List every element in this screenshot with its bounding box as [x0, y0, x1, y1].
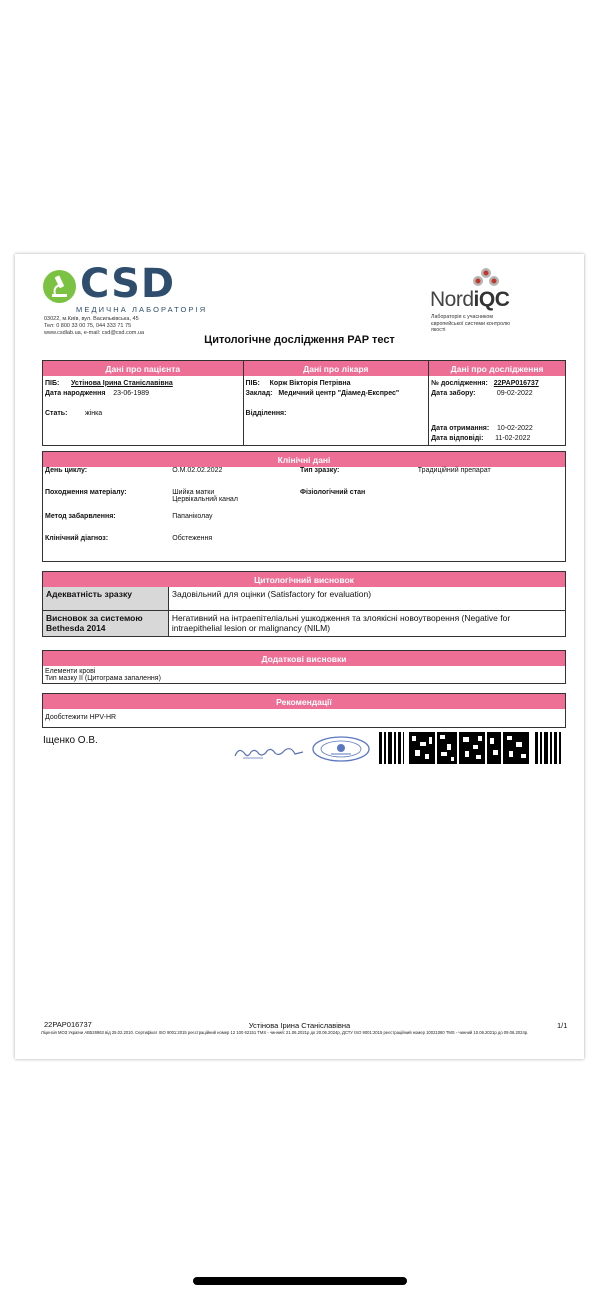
diagnosis-value: Обстеження — [172, 535, 213, 542]
signature-icon — [233, 742, 305, 767]
info-table — [42, 360, 566, 446]
footer-page-number: 1/1 — [557, 1021, 568, 1030]
bethesda-label: Висновок за системою Bethesda 2014 — [43, 610, 169, 636]
study-number-label: № дослідження: — [431, 379, 488, 387]
additional-line-2: Тип мазку II (Цитограма запалення) — [45, 675, 161, 682]
sample-type-value: Традиційний препарат — [417, 467, 491, 474]
study-number: 22PAP016737 — [493, 379, 539, 387]
logo-subtitle: МЕДИЧНА ЛАБОРАТОРІЯ — [76, 305, 208, 314]
received-value: 10-02-2022 — [497, 425, 533, 432]
origin-value-2: Цервікальний канал — [172, 496, 238, 503]
dob-label: Дата народження — [45, 390, 106, 397]
phys-state-label: Фізіологічний стан — [300, 489, 366, 496]
sample-type-label: Тип зразку: — [300, 467, 340, 474]
footer-patient-name: Устінова Ірина Станіславівна — [248, 1021, 351, 1030]
lab-stamp-icon — [311, 735, 371, 768]
page-title: Цитологічне дослідження PAP тест — [204, 334, 395, 346]
web-line: www.csdlab.ua, e-mail: csd@csd.com.ua — [44, 330, 145, 336]
received-label: Дата отримання: — [431, 425, 490, 432]
doctor-name: Корж Вікторія Петрівна — [269, 379, 351, 387]
study-heading: Дані про дослідження — [429, 361, 566, 377]
report-page — [15, 254, 584, 1059]
nordiqc-brand: NordiQC — [430, 288, 510, 311]
recommendations-table — [42, 693, 566, 728]
patient-name-label: ПІБ: — [45, 379, 60, 387]
patient-heading: Дані про пацієнта — [43, 361, 244, 377]
signer-name: Іщенко О.В. — [43, 735, 98, 746]
additional-heading: Додаткові висновки — [43, 651, 566, 667]
diagnosis-label: Клінічний діагноз: — [45, 535, 109, 542]
nordiqc-description: Лабораторія є учасником європейської системи контролю якості — [431, 314, 511, 333]
response-value: 11-02-2022 — [495, 434, 531, 442]
response-label: Дата відповіді: — [431, 434, 484, 442]
adequacy-label: Адекватність зразку — [43, 587, 169, 610]
home-indicator[interactable] — [193, 1277, 407, 1285]
additional-line-1: Елементи крові — [45, 668, 96, 675]
collected-label: Дата забору: — [431, 390, 476, 397]
facility-label: Заклад: — [245, 390, 273, 397]
origin-value-1: Шийка матки — [172, 489, 215, 496]
doctor-heading: Дані про лікаря — [243, 361, 429, 377]
sex-value: жінка — [84, 410, 103, 417]
logo-text: CSD — [80, 261, 176, 307]
barcode-icon — [379, 732, 563, 764]
doctor-name-label: ПІБ: — [245, 379, 260, 387]
stain-label: Метод забарвлення: — [45, 513, 116, 520]
conclusion-table — [42, 571, 566, 637]
patient-name: Устінова Ірина Станіславівна — [71, 379, 173, 387]
clinical-table — [42, 451, 566, 562]
additional-table — [42, 650, 566, 684]
recommendations-heading: Рекомендації — [43, 694, 566, 710]
collected-value: 09-02-2022 — [496, 390, 533, 397]
origin-label: Походження матеріалу: — [45, 489, 127, 496]
cycle-label: День циклу: — [45, 467, 88, 474]
adequacy-value: Задовільний для оцінки (Satisfactory for evaluation) — [168, 587, 565, 610]
license-text: Ліцензія МОЗ України АВ526963 від 25.02.2010. Сертифікат ISO 9001:2015 реєстраційний номер 12 100 62151 TMS - чинний: 21.06.2021р до 20.06.2024р, ДСТУ ISO 9001:2015 реєстраційний номер 10021060 TMS - чинний 10.06.2021р до 09.06.2024р. — [41, 1030, 529, 1035]
footer-study-id: 22PAP016737 — [44, 1020, 92, 1029]
sex-label: Стать: — [45, 410, 68, 417]
dob-value: 23-06-1989 — [113, 390, 150, 397]
conclusion-heading: Цитологічний висновок — [43, 572, 566, 588]
bethesda-value: Негативний на інтраепітеліальні ушкодження та злоякісні новоутворення (Negative for intraepithelial lesion or malignancy (NILM) — [168, 610, 565, 636]
recommendations-text: Дообстежити HPV-HR — [45, 714, 117, 722]
facility-value: Медичний центр "Діамед-Експрес" — [278, 390, 400, 397]
address-line: 03022, м.Київ, вул. Васильківська, 45 — [44, 316, 139, 322]
phone-line: Тел: 0 800 33 00 75, 044 333 71 75 — [44, 323, 132, 329]
department-label: Відділення: — [245, 410, 287, 417]
cycle-value: О.М.02.02.2022 — [172, 467, 223, 474]
microscope-logo-icon — [43, 270, 76, 303]
clinical-heading: Клінічні дані — [43, 452, 566, 468]
stain-value: Папаніколау — [172, 513, 213, 520]
